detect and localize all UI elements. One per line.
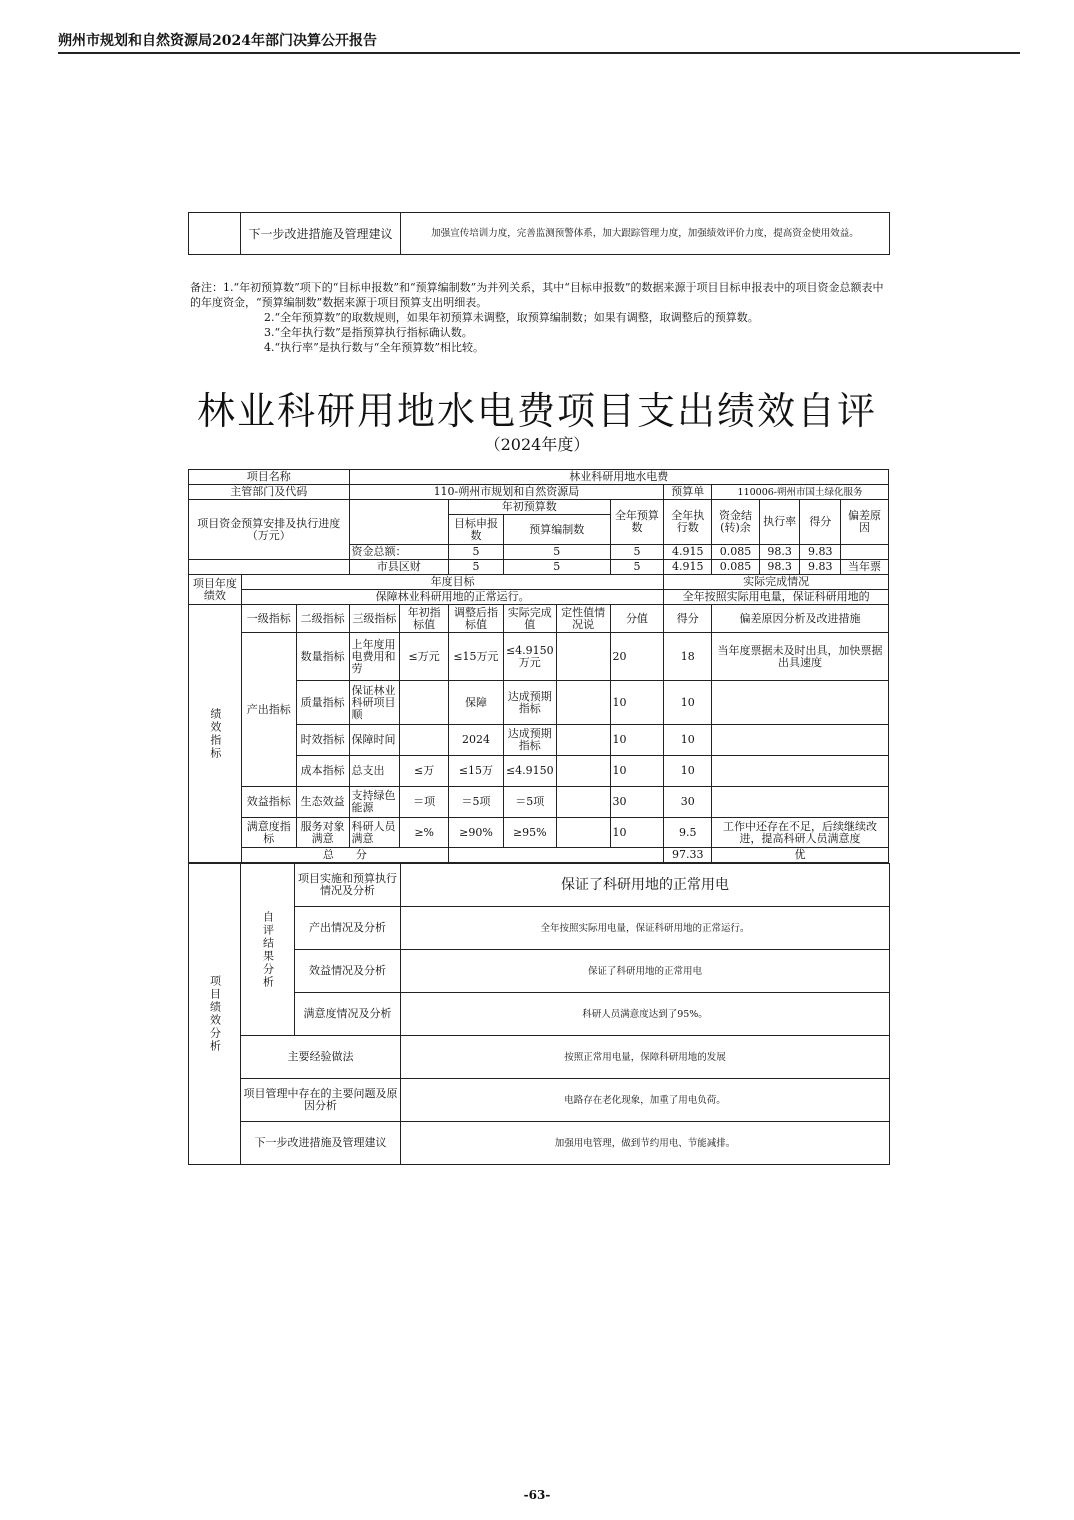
analysis-side-cell xyxy=(189,864,241,1165)
empty-cell xyxy=(349,500,449,545)
document-title: 林业科研用地水电费项目支出绩效自评 xyxy=(196,389,877,433)
budget-compiled-header: 预算编制数 xyxy=(503,515,610,545)
balance-header: 资金结(转)余 xyxy=(712,500,760,545)
analysis-row-3-value: 保证了科研用地的正常用电 xyxy=(401,950,890,993)
full-year-exec-header: 全年执行数 xyxy=(664,500,712,545)
funds-label: 项目资金预算安排及执行进度（万元） xyxy=(189,500,350,560)
h-qualitative: 定性值情况说 xyxy=(556,605,610,633)
perf-row-3-score: 10 xyxy=(664,725,712,756)
perf-row-3-value: 10 xyxy=(610,725,664,756)
perf-row-3-init xyxy=(400,725,449,756)
perf-row-3-l2: 时效指标 xyxy=(296,725,349,756)
perf-row-3-reason xyxy=(712,725,889,756)
perf-row-6-l2: 服务对象满意 xyxy=(296,818,349,848)
perf-row-6-value: 10 xyxy=(610,818,664,848)
perf-row-2-reason xyxy=(712,681,889,725)
funds-local-full: 5 xyxy=(610,560,664,575)
budget-unit-label: 预算单 xyxy=(664,485,712,500)
score-header: 得分 xyxy=(800,500,841,545)
perf-row-4-adj: ≤15万 xyxy=(449,756,504,787)
actual-completion-value: 全年按照实际用电量，保证科研用地的 xyxy=(664,590,889,605)
funds-total-exec: 4.915 xyxy=(664,545,712,560)
perf-row-5-l2: 生态效益 xyxy=(296,787,349,818)
grade-value: 优 xyxy=(712,848,889,863)
note-3: 3.“全年执行数”是指预算执行指标确认数。 xyxy=(264,326,473,339)
funds-total-target: 5 xyxy=(449,545,504,560)
perf-row-5-actual: ＝5项 xyxy=(503,787,556,818)
initial-budget-header: 年初预算数 xyxy=(449,500,611,515)
analysis-row-2-label: 产出情况及分析 xyxy=(295,907,401,950)
analysis-table xyxy=(188,863,890,1165)
experience-label: 主要经验做法 xyxy=(241,1036,401,1079)
perf-row-3-adj: 2024 xyxy=(449,725,504,756)
analysis-row-1-label: 项目实施和预算执行情况及分析 xyxy=(295,864,401,907)
h-actual-value: 实际完成值 xyxy=(503,605,556,633)
dept-value: 110-朔州市规划和自然资源局 xyxy=(349,485,664,500)
perf-row-2-actual: 达成预期指标 xyxy=(503,681,556,725)
perf-row-1-actual: ≤4.9150万元 xyxy=(503,633,556,681)
perf-row-6-qual xyxy=(556,818,610,848)
perf-indicators-side-label xyxy=(189,605,242,863)
level1-satisfaction: 满意度指标 xyxy=(241,818,296,848)
perf-row-5-l3: 支持绿色能源 xyxy=(349,787,400,818)
h-deviation-analysis: 偏差原因分析及改进措施 xyxy=(712,605,889,633)
perf-row-1-init: ≤万元 xyxy=(400,633,449,681)
perf-row-5-adj: ＝5项 xyxy=(449,787,504,818)
next-steps-value: 加强用电管理，做到节约用电、节能减排。 xyxy=(401,1122,890,1165)
project-name-label: 项目名称 xyxy=(189,470,350,485)
perf-row-5-reason xyxy=(712,787,889,818)
h-score: 得分 xyxy=(664,605,712,633)
h-initial-value: 年初指标值 xyxy=(400,605,449,633)
perf-row-2-l2: 质量指标 xyxy=(296,681,349,725)
perf-row-2-init xyxy=(400,681,449,725)
perf-row-2-adj: 保障 xyxy=(449,681,504,725)
document-subtitle: （2024年度） xyxy=(484,435,590,454)
annual-perf-label: 项目年度绩效 xyxy=(189,575,242,605)
perf-row-4-reason xyxy=(712,756,889,787)
funds-total-balance: 0.085 xyxy=(712,545,760,560)
perf-side-text: 绩效指标 xyxy=(208,707,222,760)
perf-row-1-score: 18 xyxy=(664,633,712,681)
perf-row-4-actual: ≤4.9150 xyxy=(503,756,556,787)
perf-row-1-l2: 数量指标 xyxy=(296,633,349,681)
experience-value: 按照正常用电量，保障科研用地的发展 xyxy=(401,1036,890,1079)
project-name-value: 林业科研用地水电费 xyxy=(349,470,889,485)
level1-benefit: 效益指标 xyxy=(241,787,296,818)
funds-local-balance: 0.085 xyxy=(712,560,760,575)
funds-local-score: 9.83 xyxy=(800,560,841,575)
funds-local-rate: 98.3 xyxy=(759,560,800,575)
funds-local-target: 5 xyxy=(449,560,504,575)
previous-table-fragment xyxy=(188,212,890,255)
perf-row-3-actual: 达成预期指标 xyxy=(503,725,556,756)
perf-row-2-qual xyxy=(556,681,610,725)
budget-unit-value: 110006-朔州市国土绿化服务 xyxy=(712,485,889,500)
perf-row-6-score: 9.5 xyxy=(664,818,712,848)
empty-cell xyxy=(189,213,241,255)
perf-row-1-qual xyxy=(556,633,610,681)
total-score-label: 总 分 xyxy=(241,848,448,863)
perf-row-6-init: ≥% xyxy=(400,818,449,848)
target-declared-header: 目标申报数 xyxy=(449,515,504,545)
funds-local-exec: 4.915 xyxy=(664,560,712,575)
perf-row-4-value: 10 xyxy=(610,756,664,787)
annual-goal-value: 保障林业科研用地的正常运行。 xyxy=(241,590,664,605)
perf-row-5-score: 30 xyxy=(664,787,712,818)
perf-row-4-qual xyxy=(556,756,610,787)
perf-row-4-l2: 成本指标 xyxy=(296,756,349,787)
perf-row-5-init: ＝项 xyxy=(400,787,449,818)
note-4: 4.“执行率”是执行数与“全年预算数”相比较。 xyxy=(264,341,484,354)
perf-row-2-value: 10 xyxy=(610,681,664,725)
h-points: 分值 xyxy=(610,605,664,633)
self-eval-cell xyxy=(241,864,295,1036)
full-year-budget-header: 全年预算数 xyxy=(610,500,664,545)
funds-local-label: 市县区财 xyxy=(349,560,449,575)
perf-row-1-adj: ≤15万元 xyxy=(449,633,504,681)
analysis-side-text: 项目绩效分析 xyxy=(208,975,222,1053)
funds-total-label: 资金总额： xyxy=(349,545,449,560)
perf-row-3-l3: 保障时间 xyxy=(349,725,400,756)
dept-label: 主管部门及代码 xyxy=(189,485,350,500)
analysis-row-3-label: 效益情况及分析 xyxy=(295,950,401,993)
perf-row-4-init: ≤万 xyxy=(400,756,449,787)
problems-value: 电路存在老化现象，加重了用电负荷。 xyxy=(401,1079,890,1122)
funds-total-rate: 98.3 xyxy=(759,545,800,560)
funds-local-reason: 当年票 xyxy=(841,560,889,575)
analysis-row-4-value: 科研人员满意度达到了95%。 xyxy=(401,993,890,1036)
next-steps-label: 下一步改进措施及管理建议 xyxy=(241,1122,401,1165)
h-level3: 三级指标 xyxy=(349,605,400,633)
level1-output: 产出指标 xyxy=(241,633,296,787)
exec-rate-header: 执行率 xyxy=(759,500,800,545)
perf-row-6-l3: 科研人员满意 xyxy=(349,818,400,848)
page-number: -63- xyxy=(523,1488,551,1502)
perf-row-4-score: 10 xyxy=(664,756,712,787)
perf-row-5-qual xyxy=(556,787,610,818)
total-score-value: 97.33 xyxy=(664,848,712,863)
header-rule xyxy=(58,52,1020,54)
problems-label: 项目管理中存在的主要问题及原因分析 xyxy=(241,1079,401,1122)
annual-goal-header: 年度目标 xyxy=(241,575,664,590)
analysis-row-2-value: 全年按照实际用电量，保证科研用地的正常运行。 xyxy=(401,907,890,950)
perf-row-2-l3: 保证林业科研项目顺 xyxy=(349,681,400,725)
funds-total-reason xyxy=(841,545,889,560)
analysis-row-4-label: 满意度情况及分析 xyxy=(295,993,401,1036)
deviation-reason-header: 偏差原因 xyxy=(841,500,889,545)
h-level2: 二级指标 xyxy=(296,605,349,633)
perf-row-6-reason: 工作中还存在不足，后续继续改进，提高科研人员满意度 xyxy=(712,818,889,848)
funds-local-budget: 5 xyxy=(503,560,610,575)
evaluation-table xyxy=(188,469,889,863)
page-header: 朔州市规划和自然资源局2024年部门决算公开报告 xyxy=(58,33,377,49)
h-level1: 一级指标 xyxy=(241,605,296,633)
prev-next-steps-value: 加强宣传培训力度，完善监测预警体系，加大跟踪管理力度，加强绩效评价力度，提高资金使用效益。 xyxy=(401,213,890,255)
actual-completion-header: 实际完成情况 xyxy=(664,575,889,590)
prev-next-steps-label: 下一步改进措施及管理建议 xyxy=(241,213,401,255)
funds-total-full: 5 xyxy=(610,545,664,560)
notes xyxy=(190,280,890,355)
note-2: 2.“全年预算数”的取数规则，如果年初预算未调整，取预算编制数；如果有调整，取调整后的预算数。 xyxy=(264,311,759,324)
perf-row-1-l3: 上年度用电费用和劳 xyxy=(349,633,400,681)
perf-row-1-value: 20 xyxy=(610,633,664,681)
note-1: 备注：1.“年初预算数”项下的“目标申报数”和“预算编制数”为并列关系，其中“目标申报数”的数据来源于项目目标申报表中的项目资金总额表中的年度资金，“预算编制数”数据来源于项目预算支出明细表。 xyxy=(190,281,884,309)
empty-cell xyxy=(189,560,350,575)
h-adjusted-value: 调整后指标值 xyxy=(449,605,504,633)
funds-total-budget: 5 xyxy=(503,545,610,560)
perf-row-3-qual xyxy=(556,725,610,756)
analysis-row-1-value: 保证了科研用地的正常用电 xyxy=(401,864,890,907)
empty-cell xyxy=(449,848,664,863)
perf-row-6-adj: ≥90% xyxy=(449,818,504,848)
perf-row-6-actual: ≥95% xyxy=(503,818,556,848)
perf-row-5-value: 30 xyxy=(610,787,664,818)
perf-row-1-reason: 当年度票据未及时出具，加快票据出具速度 xyxy=(712,633,889,681)
perf-row-2-score: 10 xyxy=(664,681,712,725)
perf-row-4-l3: 总支出 xyxy=(349,756,400,787)
funds-total-score: 9.83 xyxy=(800,545,841,560)
self-eval-text: 自评结果分析 xyxy=(261,910,275,989)
